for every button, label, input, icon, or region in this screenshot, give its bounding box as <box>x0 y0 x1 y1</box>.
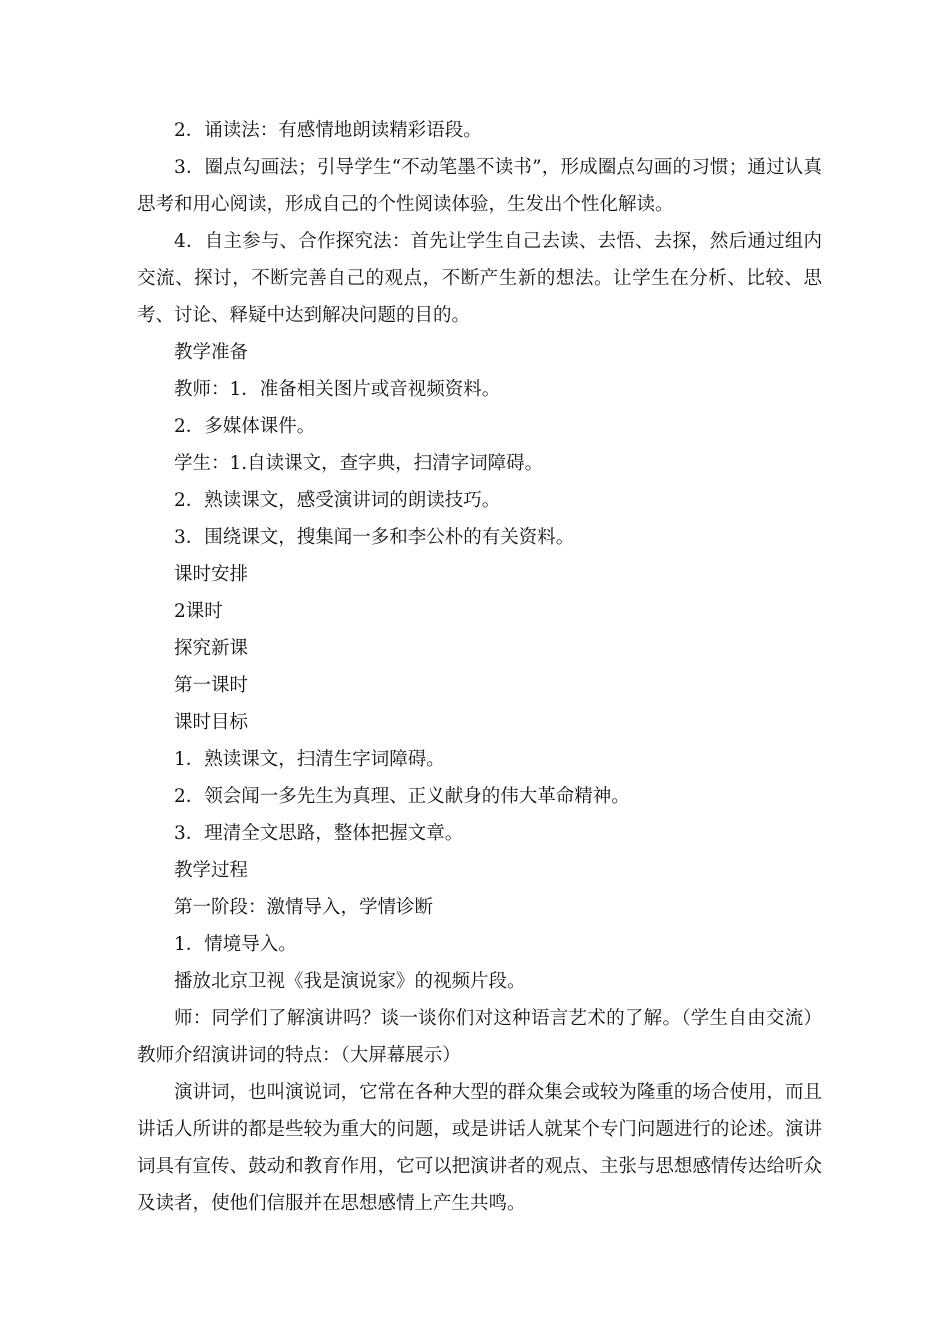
paragraph: 播放北京卫视《我是演说家》的视频片段。 <box>174 971 526 992</box>
paragraph: 演讲词，也叫演说词，它常在各种大型的群众集会或较为隆重的场合使用，而且讲话人所讲的都是些较为重大的问题，或是讲话人就某个专门问题进行的论述。演讲词具有宣传、鼓动和教育作用，它可以把演讲者的观点、主张与思想感情传达给听众及读者，使他们信服并在思想感情上产生共鸣。 <box>137 1082 822 1214</box>
section-heading: 课时安排 <box>174 564 249 585</box>
paragraph: 3．圈点勾画法；引导学生“不动笔墨不读书”，形成圈点勾画的习惯；通过认真思考和用心阅读，形成自己的个性阅读体验，生发出个性化解读。 <box>137 157 822 215</box>
section-heading: 探究新课 <box>174 638 249 659</box>
document-page <box>137 112 822 1222</box>
section-heading: 教学过程 <box>174 860 249 881</box>
paragraph: 4．自主参与、合作探究法：首先让学生自己去读、去悟、去探，然后通过组内交流、探讨，不断完善自己的观点，不断产生新的想法。让学生在分析、比较、思考、讨论、释疑中达到解决问题的目的。 <box>137 231 822 326</box>
paragraph: 教师：1．准备相关图片或音视频资料。 <box>174 379 501 400</box>
paragraph: 2．多媒体课件。 <box>174 416 316 437</box>
section-heading: 第一课时 <box>174 675 249 696</box>
paragraph: 1．情境导入。 <box>174 934 297 955</box>
paragraph: 2．诵读法：有感情地朗读精彩语段。 <box>174 120 482 141</box>
section-heading: 课时目标 <box>174 712 249 733</box>
paragraph: 学生：1.自读课文，查字典，扫清字词障碍。 <box>174 453 544 474</box>
paragraph: 3．理清全文思路，整体把握文章。 <box>174 823 464 844</box>
paragraph: 2．领会闻一多先生为真理、正义献身的伟大革命精神。 <box>174 786 630 807</box>
paragraph: 2课时 <box>174 601 223 622</box>
paragraph: 师：同学们了解演讲吗？谈一谈你们对这种语言艺术的了解。（学生自由交流）教师介绍演讲词的特点：（大屏幕展示） <box>137 1008 822 1066</box>
paragraph: 第一阶段：激情导入，学情诊断 <box>174 897 434 918</box>
paragraph: 2．熟读课文，感受演讲词的朗读技巧。 <box>174 490 501 511</box>
paragraph: 3．围绕课文，搜集闻一多和李公朴的有关资料。 <box>174 527 575 548</box>
paragraph: 1．熟读课文，扫清生字词障碍。 <box>174 749 445 770</box>
section-heading: 教学准备 <box>174 342 249 363</box>
